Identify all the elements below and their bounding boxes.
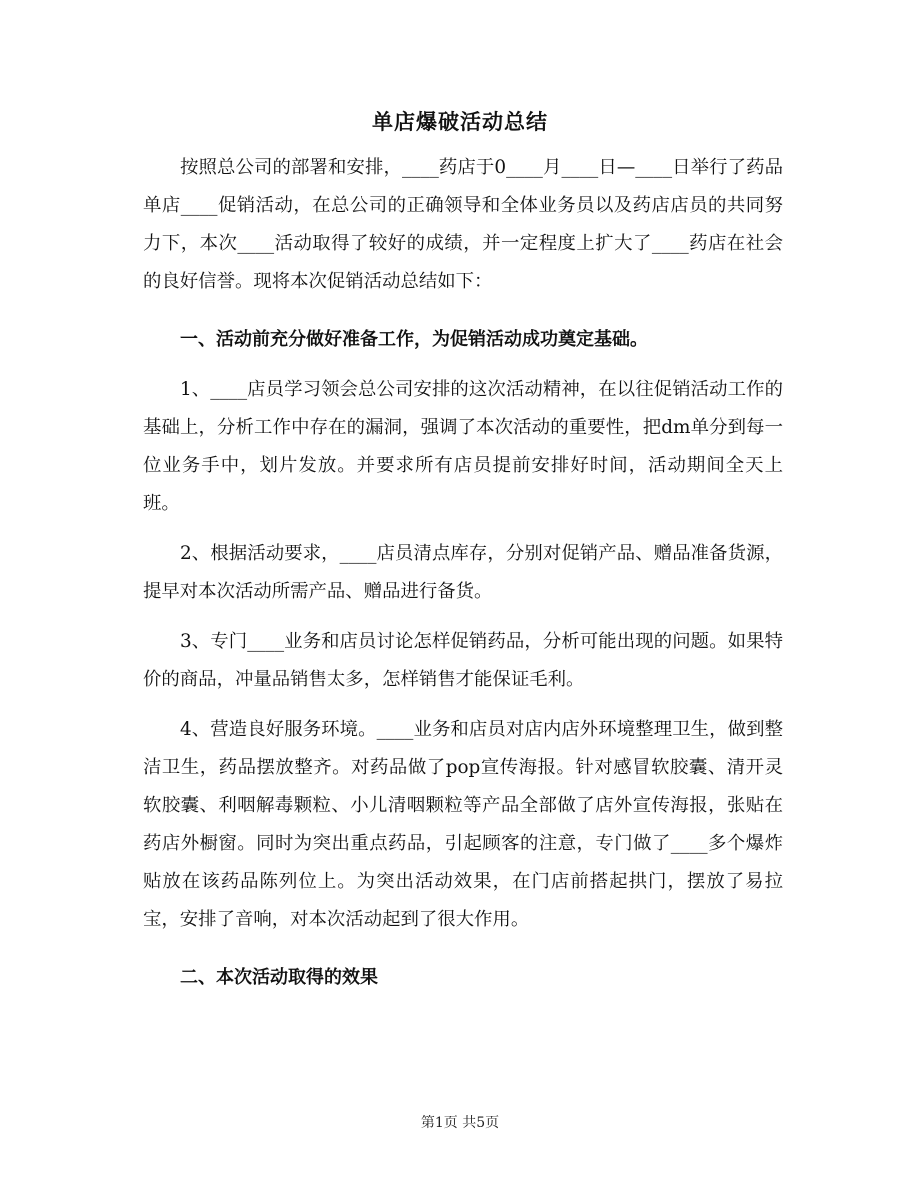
paragraph-item-2: 2、根据活动要求，____店员清点库存，分别对促销产品、赠品准备货源，提早对本次活动所需产品、赠品进行备货。 bbox=[143, 543, 783, 602]
page-footer: 第1页 共5页 bbox=[420, 1115, 500, 1131]
paragraph-item-4: 4、营造良好服务环境。____业务和店员对店内店外环境整理卫生，做到整洁卫生，药品摆放整齐。对药品做了pop宣传海报。针对感冒软胶囊、清开灵软胶囊、利咽解毒颗粒、小儿清咽颗粒等产品全部做了店外宣传海报，张贴在药店外橱窗。同时为突出重点药品，引起顾客的注意，专门做了____多个爆炸贴放在该药品陈列位上。为突出活动效果，在门店前搭起拱门，摆放了易拉宝，安排了音响，对本次活动起到了很大作用。 bbox=[143, 719, 783, 930]
section-heading-2: 二、本次活动取得的效果 bbox=[180, 967, 378, 988]
document-title: 单店爆破活动总结 bbox=[372, 110, 548, 134]
paragraph-item-3: 3、专门____业务和店员讨论怎样促销药品，分析可能出现的问题。如果特价的商品，冲量品销售太多，怎样销售才能保证毛利。 bbox=[143, 631, 783, 690]
section-heading-1: 一、活动前充分做好准备工作，为促销活动成功奠定基础。 bbox=[180, 329, 648, 350]
document-body bbox=[143, 149, 783, 997]
paragraph-item-1: 1、____店员学习领会总公司安排的这次活动精神，在以往促销活动工作的基础上，分析工作中存在的漏洞，强调了本次活动的重要性，把dm单分到每一位业务手中，划片发放。并要求所有店员提前安排好时间，活动期间全天上班。 bbox=[143, 379, 783, 514]
paragraph-intro: 按照总公司的部署和安排，____药店于0____月____日—____日举行了药品单店____促销活动，在总公司的正确领导和全体业务员以及药店店员的共同努力下，本次____活动取得了较好的成绩，并一定程度上扩大了____药店在社会的良好信誉。现将本次促销活动总结如下： bbox=[143, 157, 783, 292]
